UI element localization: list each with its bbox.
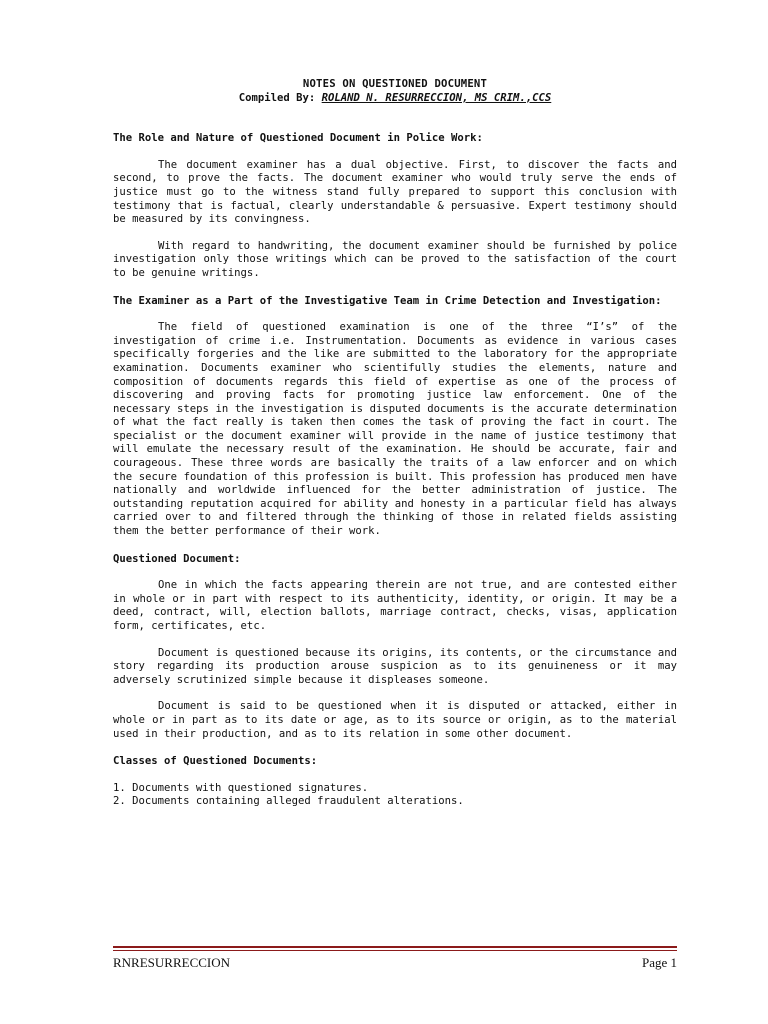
paragraph: The document examiner has a dual objective. First, to discover the facts and second, to prove the facts. The document examiner who would truly serve the ends of justice must go to the witness stand fully prepared to support this conclusion with testimony that is factual, clearly understandable & persuasive. Expert testimony should be measured by its convingness. bbox=[113, 158, 677, 226]
compiled-by-label: Compiled By: bbox=[238, 91, 316, 104]
paragraph: Document is said to be questioned when it is disputed or attacked, either in whole or in part as to its date or age, as to its source or origin, as to the material used in their production, and as to its relation in some other document. bbox=[113, 700, 677, 740]
section-heading-role: The Role and Nature of Questioned Document in Police Work: bbox=[113, 132, 483, 145]
paragraph: One in which the facts appearing therein are not true, and are contested either in whole or in part with respect to its authenticity, identity, or origin. It may be a deed, contract, will, election ballots, marriage contract, checks, visas, application form, certificates, etc. bbox=[113, 579, 677, 632]
list-item: 2. Documents containing alleged fraudulent alterations. bbox=[113, 795, 464, 808]
author-name: ROLAND N. RESURRECCION, MS CRIM.,CCS bbox=[321, 91, 552, 104]
section-heading-classes: Classes of Questioned Documents: bbox=[113, 755, 318, 768]
footer-rule-thin bbox=[113, 950, 677, 951]
paragraph: Document is questioned because its origins, its contents, or the circumstance and story regarding its production arouse suspicion as to its genuineness or it may adversely scrutinized simple because it displeases someone. bbox=[113, 646, 677, 686]
classes-list bbox=[113, 782, 677, 809]
compiled-by-line bbox=[113, 92, 677, 106]
section-heading-questioned-document: Questioned Document: bbox=[113, 552, 241, 565]
footer-rule-thick bbox=[113, 946, 677, 948]
list-item: 1. Documents with questioned signatures. bbox=[113, 781, 369, 794]
paragraph: The field of questioned examination is one of the three “I’s” of the investigation of crime i.e. Instrumentation. Documents as evidence in various cases specifically forgeries and the like are submitted to the laboratory for the appropriate examination. Documents examiner who scientifully studies the elements, nature and composition of documents regards this field of expertise as one of the process of discovering and proving facts for promoting justice law enforcement. One of the necessary steps in the investigation is disputed documents is the accurate determination of what the fact really is taken then comes the task of proving the fact in court. The specialist or the document examiner will provide in the name of justice testimony that will emulate the necessary result of the examination. He should be accurate, fair and courageous. These three words are basically the traits of a law enforcer and on which the secure foundation of this profession is built. This profession has produced men have nationally and worldwide influenced for the better administration of justice. The outstanding reputation acquired for ability and honesty in a particular field has always carried over to and filtered through the thinking of those in related fields assisting them the better performance of their work. bbox=[113, 321, 677, 538]
document-body bbox=[113, 78, 677, 809]
page-number: Page 1 bbox=[641, 955, 677, 970]
document-title: NOTES ON QUESTIONED DOCUMENT bbox=[302, 78, 488, 90]
section-heading-examiner: The Examiner as a Part of the Investigative Team in Crime Detection and Investigation: bbox=[113, 294, 662, 307]
paragraph: With regard to handwriting, the document examiner should be furnished by police investigation only those writings which can be proved to the satisfaction of the court to be genuine writings. bbox=[113, 239, 677, 279]
footer-author: RNRESURRECCION bbox=[113, 955, 231, 970]
